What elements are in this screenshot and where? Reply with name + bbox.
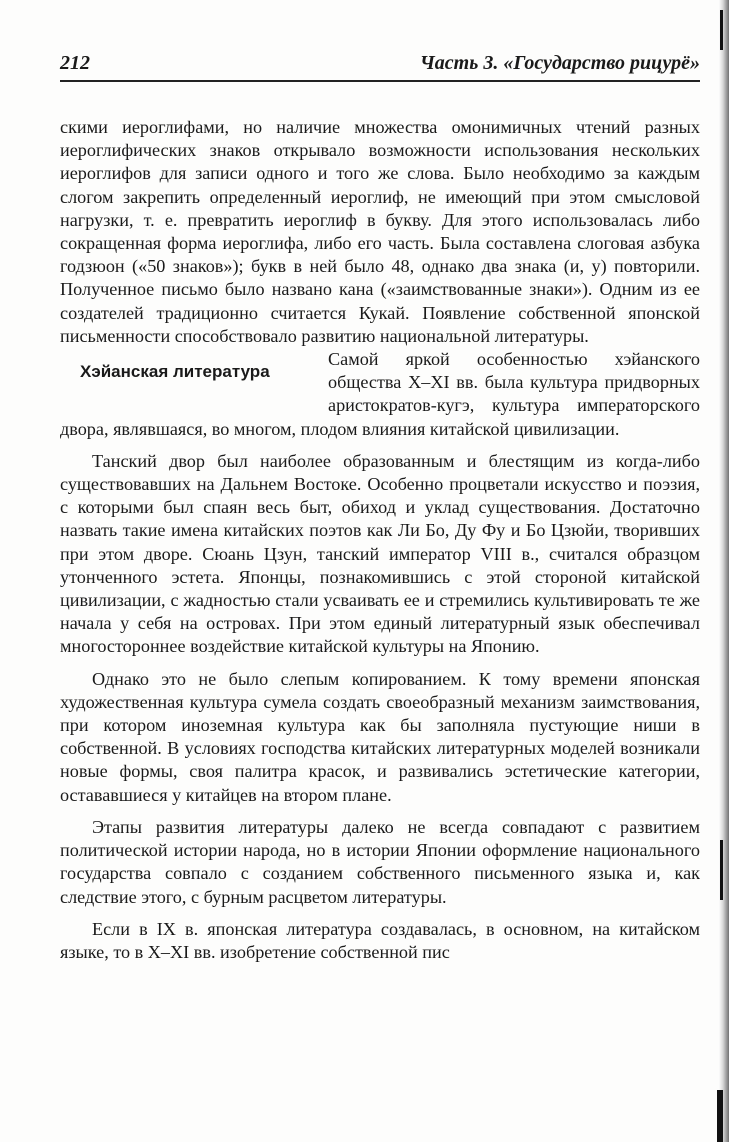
body-text	[60, 116, 700, 964]
paragraph-1: скими иероглифами, но наличие множества омонимичных чтений разных иероглифических знаков открывало возможности использования нескольких иероглифов для записи одного и того же слова. Было необходимо за каждым слогом закрепить определенный иероглиф, не имеющий при этом смысловой нагрузки, т. е. превратить иероглиф в букву. Для этого использовалась либо сокращенная форма иероглифа, либо его часть. Была составлена слоговая азбука годзюон («50 знаков»); букв в ней было 48, однако два знака (и, у) повторили. Полученное письмо было названо кана («заимствованные знаки»). Одним из ее создателей традиционно считается Кукай. Появление собственной японской письменности способствовало развитию национальной литературы.	[60, 117, 700, 346]
paragraph-5: Этапы развития литературы далеко не всегда совпадают с развитием политической истории народа, но в истории Японии оформление национального государства совпало с созданием собственного письменного языка и, как следствие этого, с бурным расцветом литературы.	[60, 816, 700, 907]
paragraph-6: Если в IX в. японская литература создавалась, в основном, на китайском языке, то в X–XI вв. изобретение собственной пис	[60, 918, 700, 962]
paragraph-4: Однако это не было слепым копированием. К тому времени японская художественная культура сумела создать своеобразный механизм заимствования, при котором иноземная культура как бы заполняла пустующие ниши в собственной. В условиях господства китайских литературных моделей возникали новые формы, своя палитра красок, и развивались эстетические категории, остававшиеся у китайцев на втором плане.	[60, 668, 700, 805]
page-number: 212	[60, 52, 90, 74]
page-header	[60, 52, 700, 82]
running-head: Часть 3. «Государство рицурё»	[419, 52, 700, 74]
scan-edge-mark	[720, 840, 723, 900]
scan-edge-mark	[717, 1090, 723, 1142]
scan-edge-mark	[720, 10, 723, 50]
section-heading: Хэйанская литература	[80, 362, 270, 382]
scan-edge-shadow	[719, 0, 729, 1142]
paragraph-2: Самой яркой особенностью хэйанского общества X–XI вв. была культура придворных аристократов-кугэ, культура императорского двора, являвшаяся, во многом, плодом влияния китайской цивилизации.	[60, 349, 700, 439]
paragraph-3: Танский двор был наиболее образованным и блестящим из когда-либо существовавших на Дальнем Востоке. Особенно процветали искусство и поэзия, с которыми был спаян весь быт, обиход и уклад существования. Достаточно назвать такие имена китайских поэтов как Ли Бо, Ду Фу и Бо Цзюйи, творивших при этом дворе. Сюань Цзун, танский император VIII в., считался образцом утонченного эстета. Японцы, познакомившись с этой стороной китайской цивилизации, с жадностью стали усваивать ее и стремились культивировать те же начала у себя на островах. При этом единый литературный язык обеспечивал многостороннее воздействие китайской культуры на Японию.	[60, 450, 700, 657]
header-rule	[60, 80, 700, 82]
